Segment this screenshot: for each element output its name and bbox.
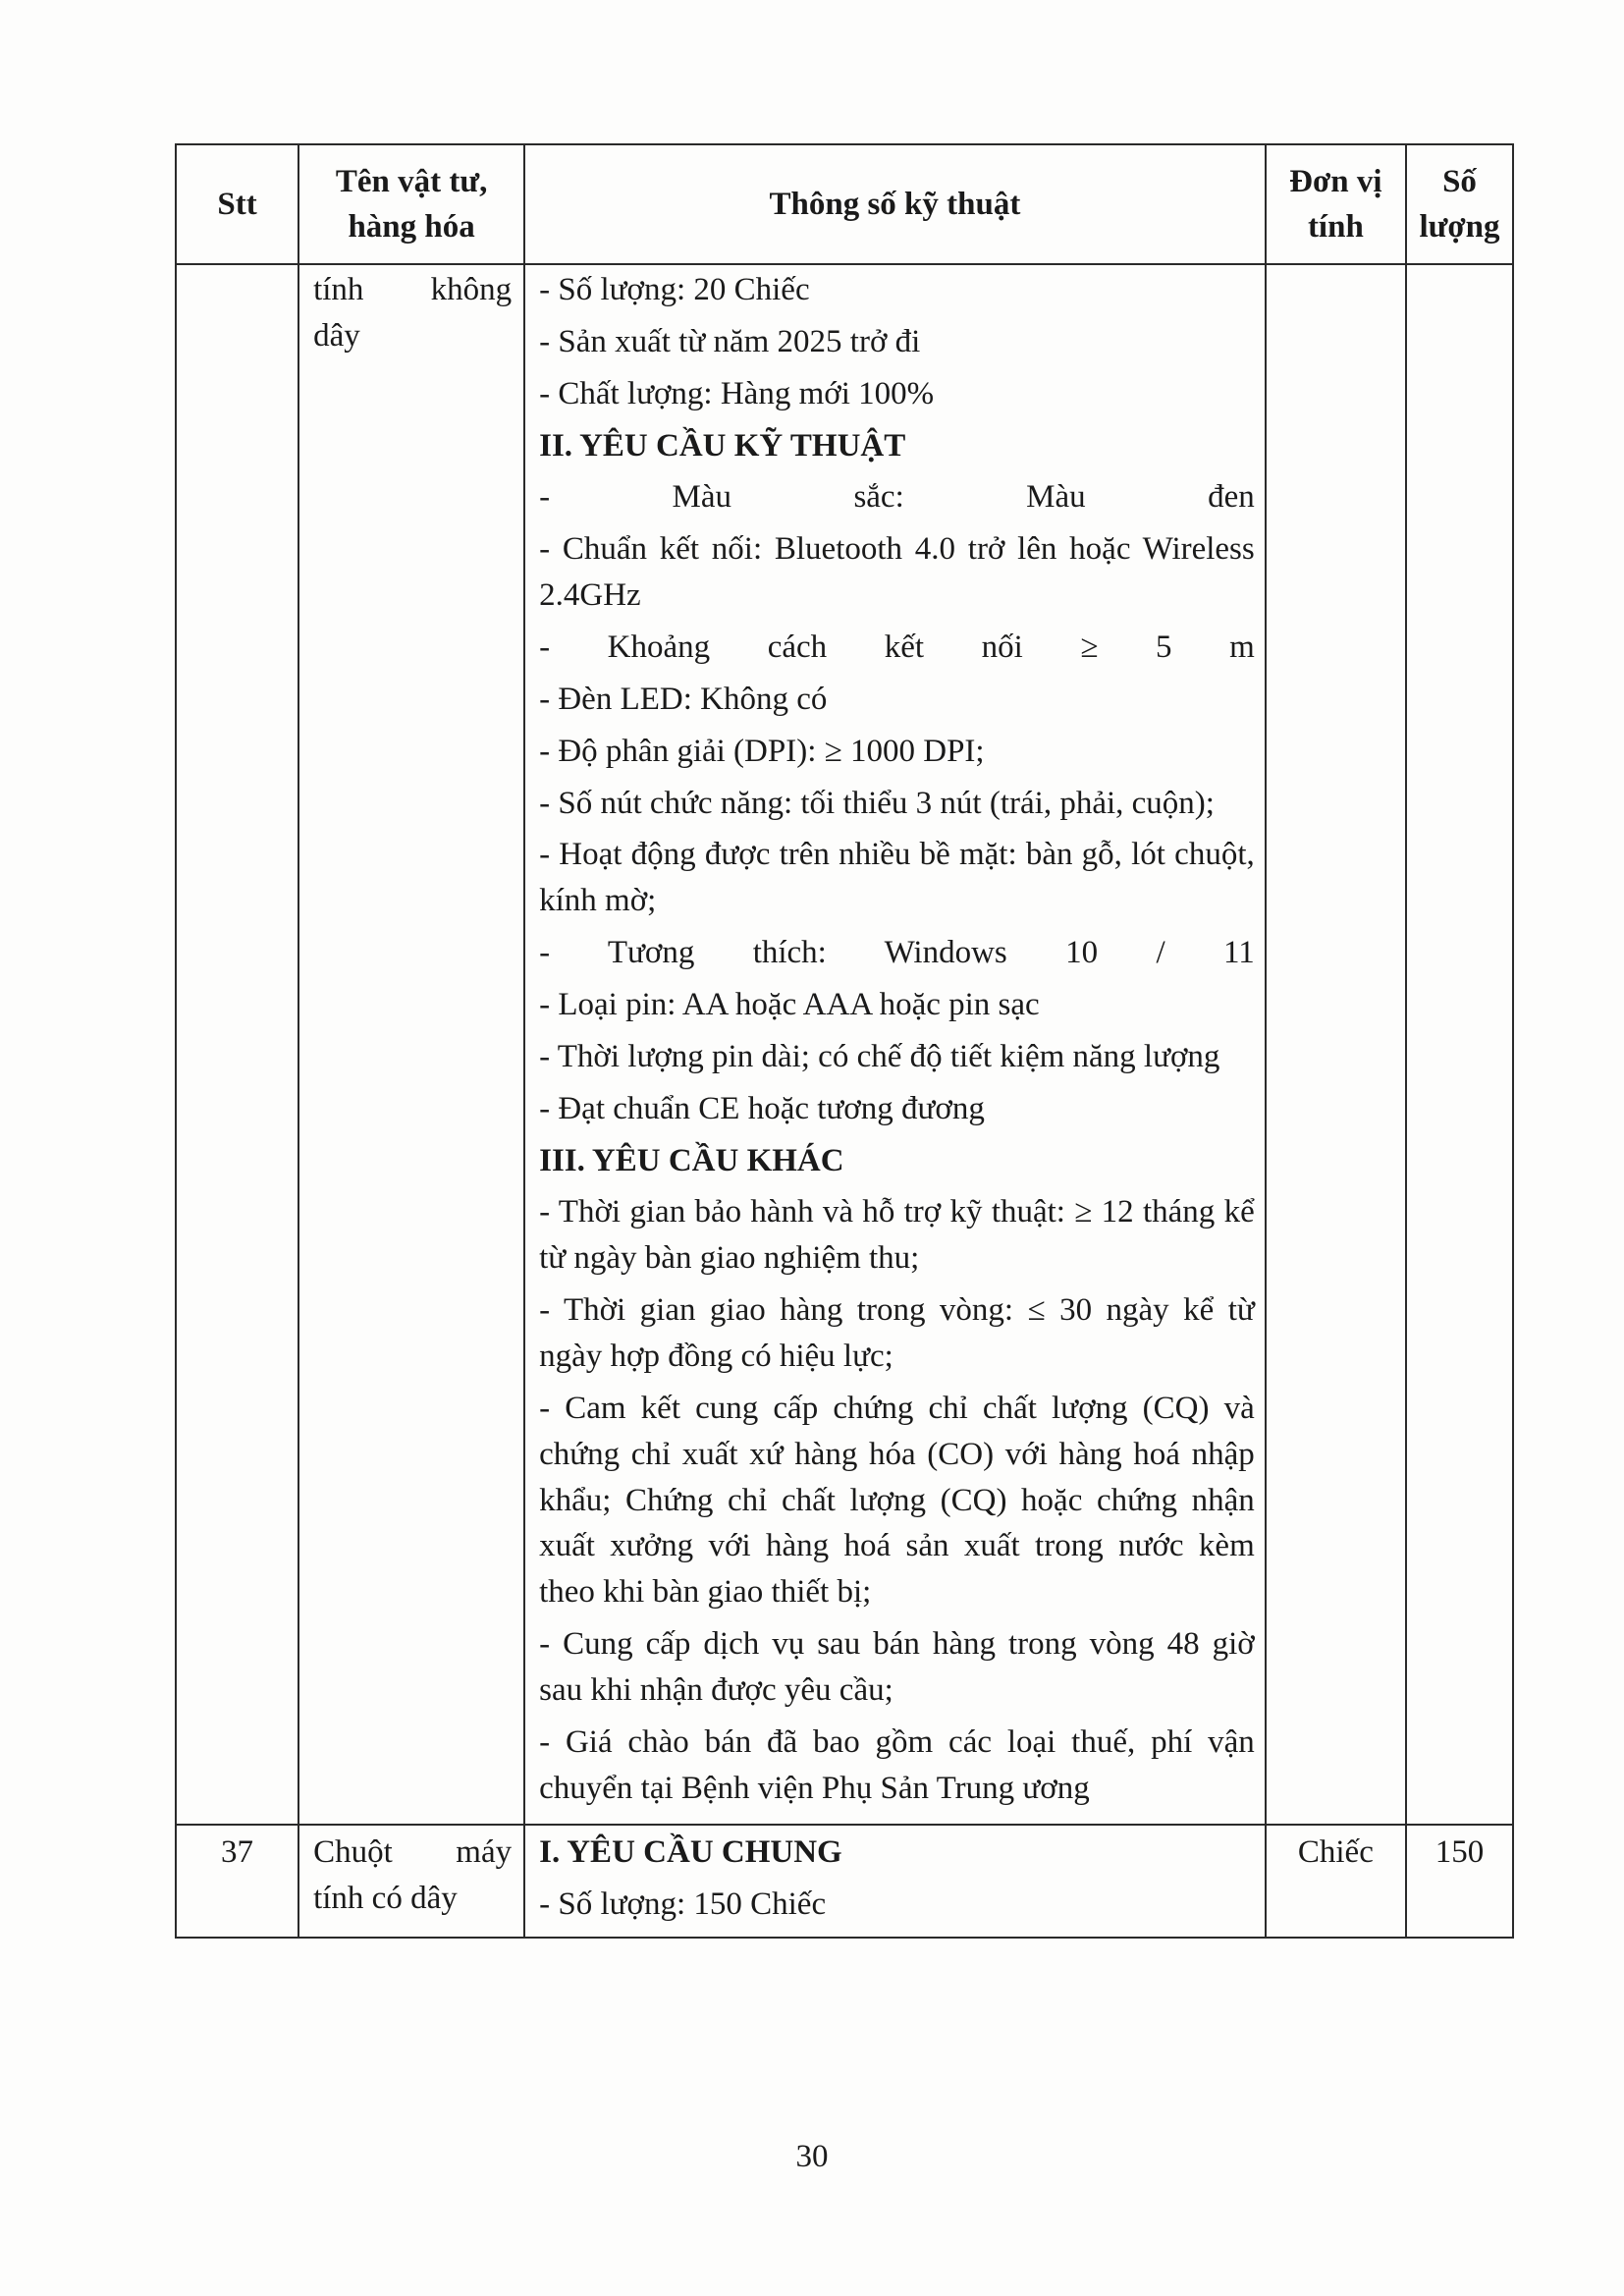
spec-line: - Cung cấp dịch vụ sau bán hàng trong vòng 48 giờ sau khi nhận được yêu cầu; [539, 1626, 1255, 1709]
spec-line: - Đạt chuẩn CE hoặc tương đương [539, 1090, 985, 1126]
spec-line: - Hoạt động được trên nhiều bề mặt: bàn gỗ, lót chuột, kính mờ; [539, 837, 1255, 919]
header-specs: Thông số kỹ thuật [524, 144, 1266, 264]
cell-name [298, 1825, 524, 1939]
cell-specs [524, 264, 1266, 1825]
spec-line: - Sản xuất từ năm 2025 trở đi [539, 323, 921, 359]
section-heading: II. YÊU CẦU KỸ THUẬT [539, 427, 906, 464]
page-number: 30 [795, 2139, 829, 2174]
spec-line: - Thời lượng pin dài; có chế độ tiết kiệm năng lượng [539, 1038, 1220, 1074]
spec-line: - Màu sắc: Màu đen [539, 479, 1255, 516]
spec-line: - Số lượng: 20 Chiếc [539, 272, 810, 307]
section-heading: III. YÊU CẦU KHÁC [539, 1142, 844, 1178]
header-stt: Stt [176, 144, 298, 264]
name-line: tính không [313, 272, 513, 307]
cell-unit [1266, 264, 1406, 1825]
spec-line: - Đèn LED: Không có [539, 681, 828, 717]
spec-line: - Giá chào bán đã bao gồm các loại thuế, phí vận chuyển tại Bệnh viện Phụ Sản Trung ương [539, 1723, 1255, 1806]
cell-qty [1406, 264, 1513, 1825]
name-line: Chuột máy [313, 1833, 513, 1870]
cell-name [298, 264, 524, 1825]
table-row [176, 1825, 1513, 1939]
cell-unit: Chiếc [1266, 1825, 1406, 1939]
spec-line: - Tương thích: Windows 10 / 11 [539, 935, 1255, 971]
name-line: dây [313, 317, 360, 354]
table-header-row [176, 144, 1513, 264]
spec-line: - Cam kết cung cấp chứng chỉ chất lượng (CQ) và chứng chỉ xuất xứ hàng hóa (CO) với hàng hoá nhập khẩu; Chứng chỉ chất lượng (CQ) hoặc chứng nhận xuất xưởng với hàng hoá sản xuất trong nước kèm theo khi bàn giao thiết bị; [539, 1390, 1255, 1611]
spec-line: - Loại pin: AA hoặc AAA hoặc pin sạc [539, 987, 1040, 1023]
spec-line: - Độ phân giải (DPI): ≥ 1000 DPI; [539, 733, 985, 769]
cell-stt: 37 [176, 1825, 298, 1939]
section-heading: I. YÊU CẦU CHUNG [539, 1833, 842, 1870]
spec-line: - Thời gian giao hàng trong vòng: ≤ 30 ngày kể từ ngày hợp đồng có hiệu lực; [539, 1292, 1255, 1375]
header-unit: Đơn vị tính [1266, 144, 1406, 264]
spec-line: - Thời gian bảo hành và hỗ trợ kỹ thuật: ≥ 12 tháng kể từ ngày bàn giao nghiệm thu; [539, 1194, 1255, 1277]
table-row [176, 264, 1513, 1825]
header-qty: Số lượng [1406, 144, 1513, 264]
spec-line: - Số lượng: 150 Chiếc [539, 1886, 827, 1922]
spec-line: - Chất lượng: Hàng mới 100% [539, 375, 935, 411]
spec-line: - Chuẩn kết nối: Bluetooth 4.0 trở lên hoặc Wireless 2.4GHz [539, 531, 1255, 614]
name-line: tính có dây [313, 1880, 458, 1916]
spec-table [175, 143, 1514, 1939]
cell-qty: 150 [1406, 1825, 1513, 1939]
header-name: Tên vật tư, hàng hóa [298, 144, 524, 264]
cell-specs [524, 1825, 1266, 1939]
cell-stt [176, 264, 298, 1825]
spec-line: - Số nút chức năng: tối thiểu 3 nút (trái, phải, cuộn); [539, 785, 1215, 821]
spec-line: - Khoảng cách kết nối ≥ 5 m [539, 629, 1255, 666]
